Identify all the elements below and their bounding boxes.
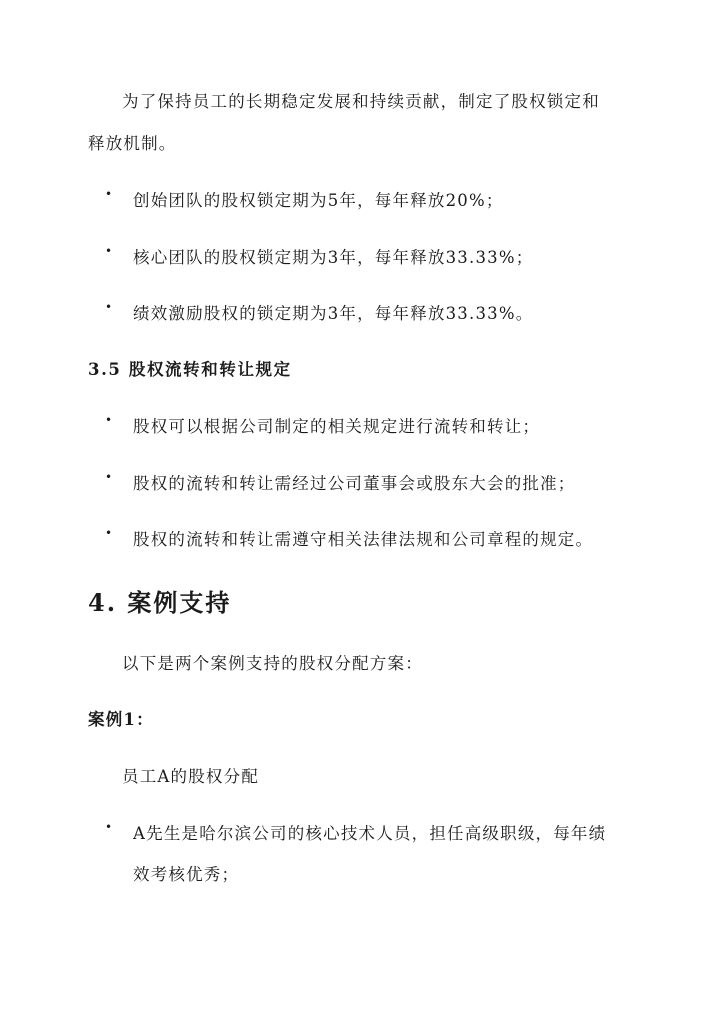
list-item-text: 绩效激励股权的锁定期为3年，每年释放33.33%。	[133, 304, 534, 323]
intro-paragraph-line-2: 释放机制。	[88, 134, 177, 153]
section-heading-4: 4. 案例支持	[88, 588, 232, 617]
section-4-intro: 以下是两个案例支持的股权分配方案：	[122, 654, 423, 673]
intro-paragraph-line-1: 为了保持员工的长期稳定发展和持续贡献，制定了股权锁定和	[122, 92, 600, 111]
bullet-icon: •	[105, 244, 114, 258]
bullet-icon: •	[105, 187, 114, 201]
list-item-continuation: 效考核优秀；	[133, 865, 240, 884]
bullet-icon: •	[105, 470, 114, 484]
list-item-text: 核心团队的股权锁定期为3年，每年释放33.33%；	[133, 248, 534, 267]
bullet-icon: •	[105, 526, 114, 540]
bullet-icon: •	[105, 820, 114, 834]
list-item-text: A先生是哈尔滨公司的核心技术人员，担任高级职级，每年绩	[133, 824, 607, 843]
list-item-text: 股权的流转和转让需经过公司董事会或股东大会的批准；	[133, 474, 576, 493]
list-item-text: 股权的流转和转让需遵守相关法律法规和公司章程的规定。	[133, 530, 594, 549]
case-1-heading: 案例1：	[88, 710, 154, 729]
section-heading-3-5: 3.5 股权流转和转让规定	[88, 360, 292, 379]
list-item-text: 股权可以根据公司制定的相关规定进行流转和转让；	[133, 417, 541, 436]
bullet-icon: •	[105, 413, 114, 427]
case-1-subtitle: 员工A的股权分配	[122, 767, 260, 786]
list-item-text: 创始团队的股权锁定期为5年，每年释放20%；	[133, 191, 504, 210]
bullet-icon: •	[105, 300, 114, 314]
